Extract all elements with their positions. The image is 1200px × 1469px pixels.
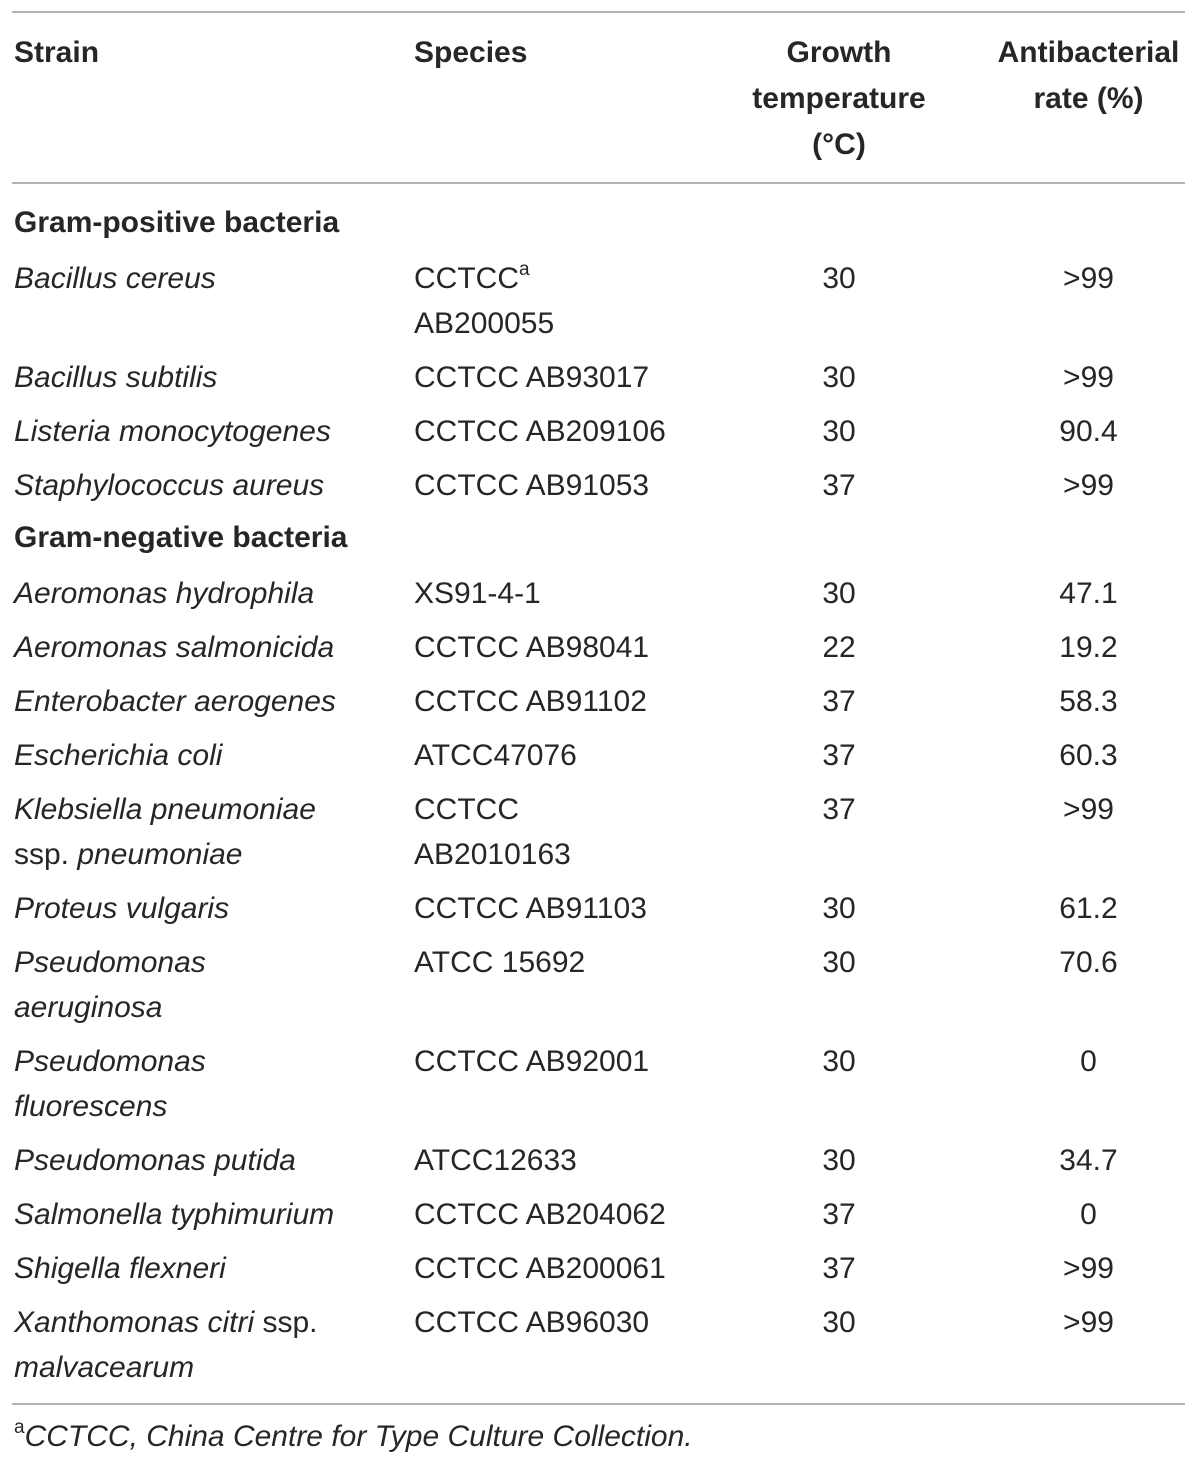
species-line: CCTCC AB91103 <box>414 892 647 925</box>
cell-temperature: 30 <box>822 1306 856 1339</box>
strain-line: Pseudomonas putida <box>14 1144 296 1177</box>
table-top-rule <box>12 11 1185 13</box>
cell-antibacterial-rate: 34.7 <box>1059 1144 1118 1177</box>
cell-temperature: 22 <box>822 631 856 664</box>
cell-species <box>414 571 704 616</box>
strain-line: Enterobacter aerogenes <box>14 685 336 718</box>
cell-species <box>414 679 704 724</box>
strain-text: Xanthomonas citri <box>14 1306 255 1339</box>
cell-strain <box>14 409 394 454</box>
table-row <box>0 459 1200 513</box>
cell-antibacterial-rate: 70.6 <box>1059 946 1118 979</box>
cell-temperature: 37 <box>822 1198 856 1231</box>
footnote-marker: a <box>519 259 530 280</box>
table-row <box>0 1242 1200 1296</box>
species-line: CCTCC AB209106 <box>414 415 666 448</box>
strain-line: Proteus vulgaris <box>14 892 230 925</box>
cell-species <box>414 625 704 670</box>
table-row <box>0 252 1200 351</box>
strain-line: Staphylococcus aureus <box>14 469 325 502</box>
strain-line: Aeromonas salmonicida <box>14 631 335 664</box>
species-line: CCTCC AB98041 <box>414 631 650 664</box>
section-label: Gram-positive bacteria <box>14 206 340 239</box>
cell-temperature: 30 <box>822 262 856 295</box>
cell-strain <box>14 787 394 877</box>
cell-temperature: 30 <box>822 946 856 979</box>
table-bottom-rule <box>12 1403 1185 1405</box>
strain-qualifier: pneumoniae <box>77 838 243 871</box>
cell-antibacterial-rate: 61.2 <box>1059 892 1118 925</box>
cell-species <box>414 1300 704 1345</box>
cell-species <box>414 409 704 454</box>
cell-strain <box>14 733 394 778</box>
table-row <box>0 882 1200 936</box>
species-line: CCTCC AB91102 <box>414 685 647 718</box>
species-line: ATCC12633 <box>414 1144 577 1177</box>
table-row <box>0 351 1200 405</box>
cell-temperature: 30 <box>822 577 856 610</box>
table-footnote <box>14 1414 693 1460</box>
strain-line: Listeria monocytogenes <box>14 415 331 448</box>
species-line: ATCC 15692 <box>414 946 586 979</box>
cell-antibacterial-rate: >99 <box>1063 469 1114 502</box>
cell-species <box>414 1138 704 1183</box>
cell-antibacterial-rate: 0 <box>1080 1045 1097 1078</box>
table-row <box>0 675 1200 729</box>
table-row <box>0 1296 1200 1395</box>
cell-species <box>414 787 704 877</box>
species-line: AB2010163 <box>414 838 571 871</box>
cell-temperature: 37 <box>822 685 856 718</box>
cell-species <box>414 355 704 400</box>
cell-temperature: 37 <box>822 793 856 826</box>
species-line: CCTCC AB91053 <box>414 469 650 502</box>
species-line: AB200055 <box>414 307 555 340</box>
cell-antibacterial-rate: 60.3 <box>1059 739 1118 772</box>
species-line: XS91-4-1 <box>414 577 541 610</box>
cell-temperature: 37 <box>822 739 856 772</box>
cell-antibacterial-rate: >99 <box>1063 1306 1114 1339</box>
cell-antibacterial-rate: 47.1 <box>1059 577 1118 610</box>
table-row <box>0 405 1200 459</box>
cell-temperature: 30 <box>822 892 856 925</box>
strain-line <box>14 1300 394 1345</box>
table-header-rule <box>12 182 1185 184</box>
cell-antibacterial-rate: >99 <box>1063 793 1114 826</box>
cell-antibacterial-rate: 58.3 <box>1059 685 1118 718</box>
cell-antibacterial-rate: >99 <box>1063 262 1114 295</box>
strain-line: Bacillus subtilis <box>14 361 218 394</box>
cell-species <box>414 733 704 778</box>
cell-strain <box>14 1039 394 1129</box>
section-header <box>0 198 1200 252</box>
strain-line: aeruginosa <box>14 991 163 1024</box>
species-line: CCTCC <box>414 793 519 826</box>
strain-line: Bacillus cereus <box>14 262 216 295</box>
table-row <box>0 1035 1200 1134</box>
cell-temperature: 37 <box>822 469 856 502</box>
table-row <box>0 621 1200 675</box>
table-body <box>0 198 1200 1395</box>
cell-strain <box>14 256 394 301</box>
cell-species <box>414 940 704 985</box>
cell-temperature: 30 <box>822 361 856 394</box>
cell-strain <box>14 679 394 724</box>
header-antibacterial-rate: Antibacterial rate (%) <box>997 36 1180 115</box>
cell-temperature: 30 <box>822 1045 856 1078</box>
table-row <box>0 936 1200 1035</box>
strain-line: Escherichia coli <box>14 739 223 772</box>
species-line: CCTCC AB200061 <box>414 1252 666 1285</box>
strain-line <box>14 832 394 877</box>
species-line: CCTCC AB93017 <box>414 361 650 394</box>
cell-species <box>414 1039 704 1084</box>
cell-strain <box>14 1192 394 1237</box>
cell-species <box>414 1192 704 1237</box>
cell-strain <box>14 886 394 931</box>
species-line: CCTCC AB96030 <box>414 1306 650 1339</box>
cell-species <box>414 463 704 508</box>
table-row <box>0 783 1200 882</box>
cell-antibacterial-rate: 0 <box>1080 1198 1097 1231</box>
footnote-text: CCTCC, China Centre for Type Culture Collection. <box>24 1420 693 1453</box>
cell-strain <box>14 1246 394 1291</box>
table-row <box>0 1134 1200 1188</box>
cell-species <box>414 256 704 346</box>
cell-antibacterial-rate: >99 <box>1063 1252 1114 1285</box>
strain-line: Shigella flexneri <box>14 1252 226 1285</box>
cell-strain <box>14 463 394 508</box>
strain-text: ssp. <box>14 838 78 871</box>
strain-line: Klebsiella pneumoniae <box>14 793 316 826</box>
table-row <box>0 729 1200 783</box>
cell-temperature: 30 <box>822 415 856 448</box>
cell-strain <box>14 1300 394 1390</box>
strain-line: Pseudomonas <box>14 1045 206 1078</box>
strain-line: Pseudomonas <box>14 946 206 979</box>
cell-strain <box>14 355 394 400</box>
header-growth-temperature: Growth temperature (°C) <box>752 36 926 161</box>
cell-species <box>414 1246 704 1291</box>
cell-species <box>414 886 704 931</box>
cell-antibacterial-rate: 90.4 <box>1059 415 1118 448</box>
strain-line: Salmonella typhimurium <box>14 1198 335 1231</box>
section-label: Gram-negative bacteria <box>14 521 348 554</box>
section-header <box>0 513 1200 567</box>
cell-strain <box>14 625 394 670</box>
cell-strain <box>14 571 394 616</box>
cell-antibacterial-rate: 19.2 <box>1059 631 1118 664</box>
footnote-marker: a <box>14 1417 25 1438</box>
strain-line: fluorescens <box>14 1090 168 1123</box>
table-header <box>0 30 1200 170</box>
header-strain: Strain <box>14 36 100 69</box>
table-row <box>0 567 1200 621</box>
cell-antibacterial-rate: >99 <box>1063 361 1114 394</box>
cell-temperature: 37 <box>822 1252 856 1285</box>
header-species: Species <box>414 36 528 69</box>
table-row <box>0 1188 1200 1242</box>
strain-line: Aeromonas hydrophila <box>14 577 315 610</box>
species-line: CCTCC AB92001 <box>414 1045 650 1078</box>
strain-line: malvacearum <box>14 1351 195 1384</box>
species-line: CCTCC AB204062 <box>414 1198 666 1231</box>
strain-qualifier: ssp. <box>254 1306 318 1339</box>
cell-strain <box>14 1138 394 1183</box>
species-line: CCTCC$^a$ <box>414 259 530 295</box>
cell-strain <box>14 940 394 1030</box>
species-line: ATCC47076 <box>414 739 577 772</box>
cell-temperature: 30 <box>822 1144 856 1177</box>
